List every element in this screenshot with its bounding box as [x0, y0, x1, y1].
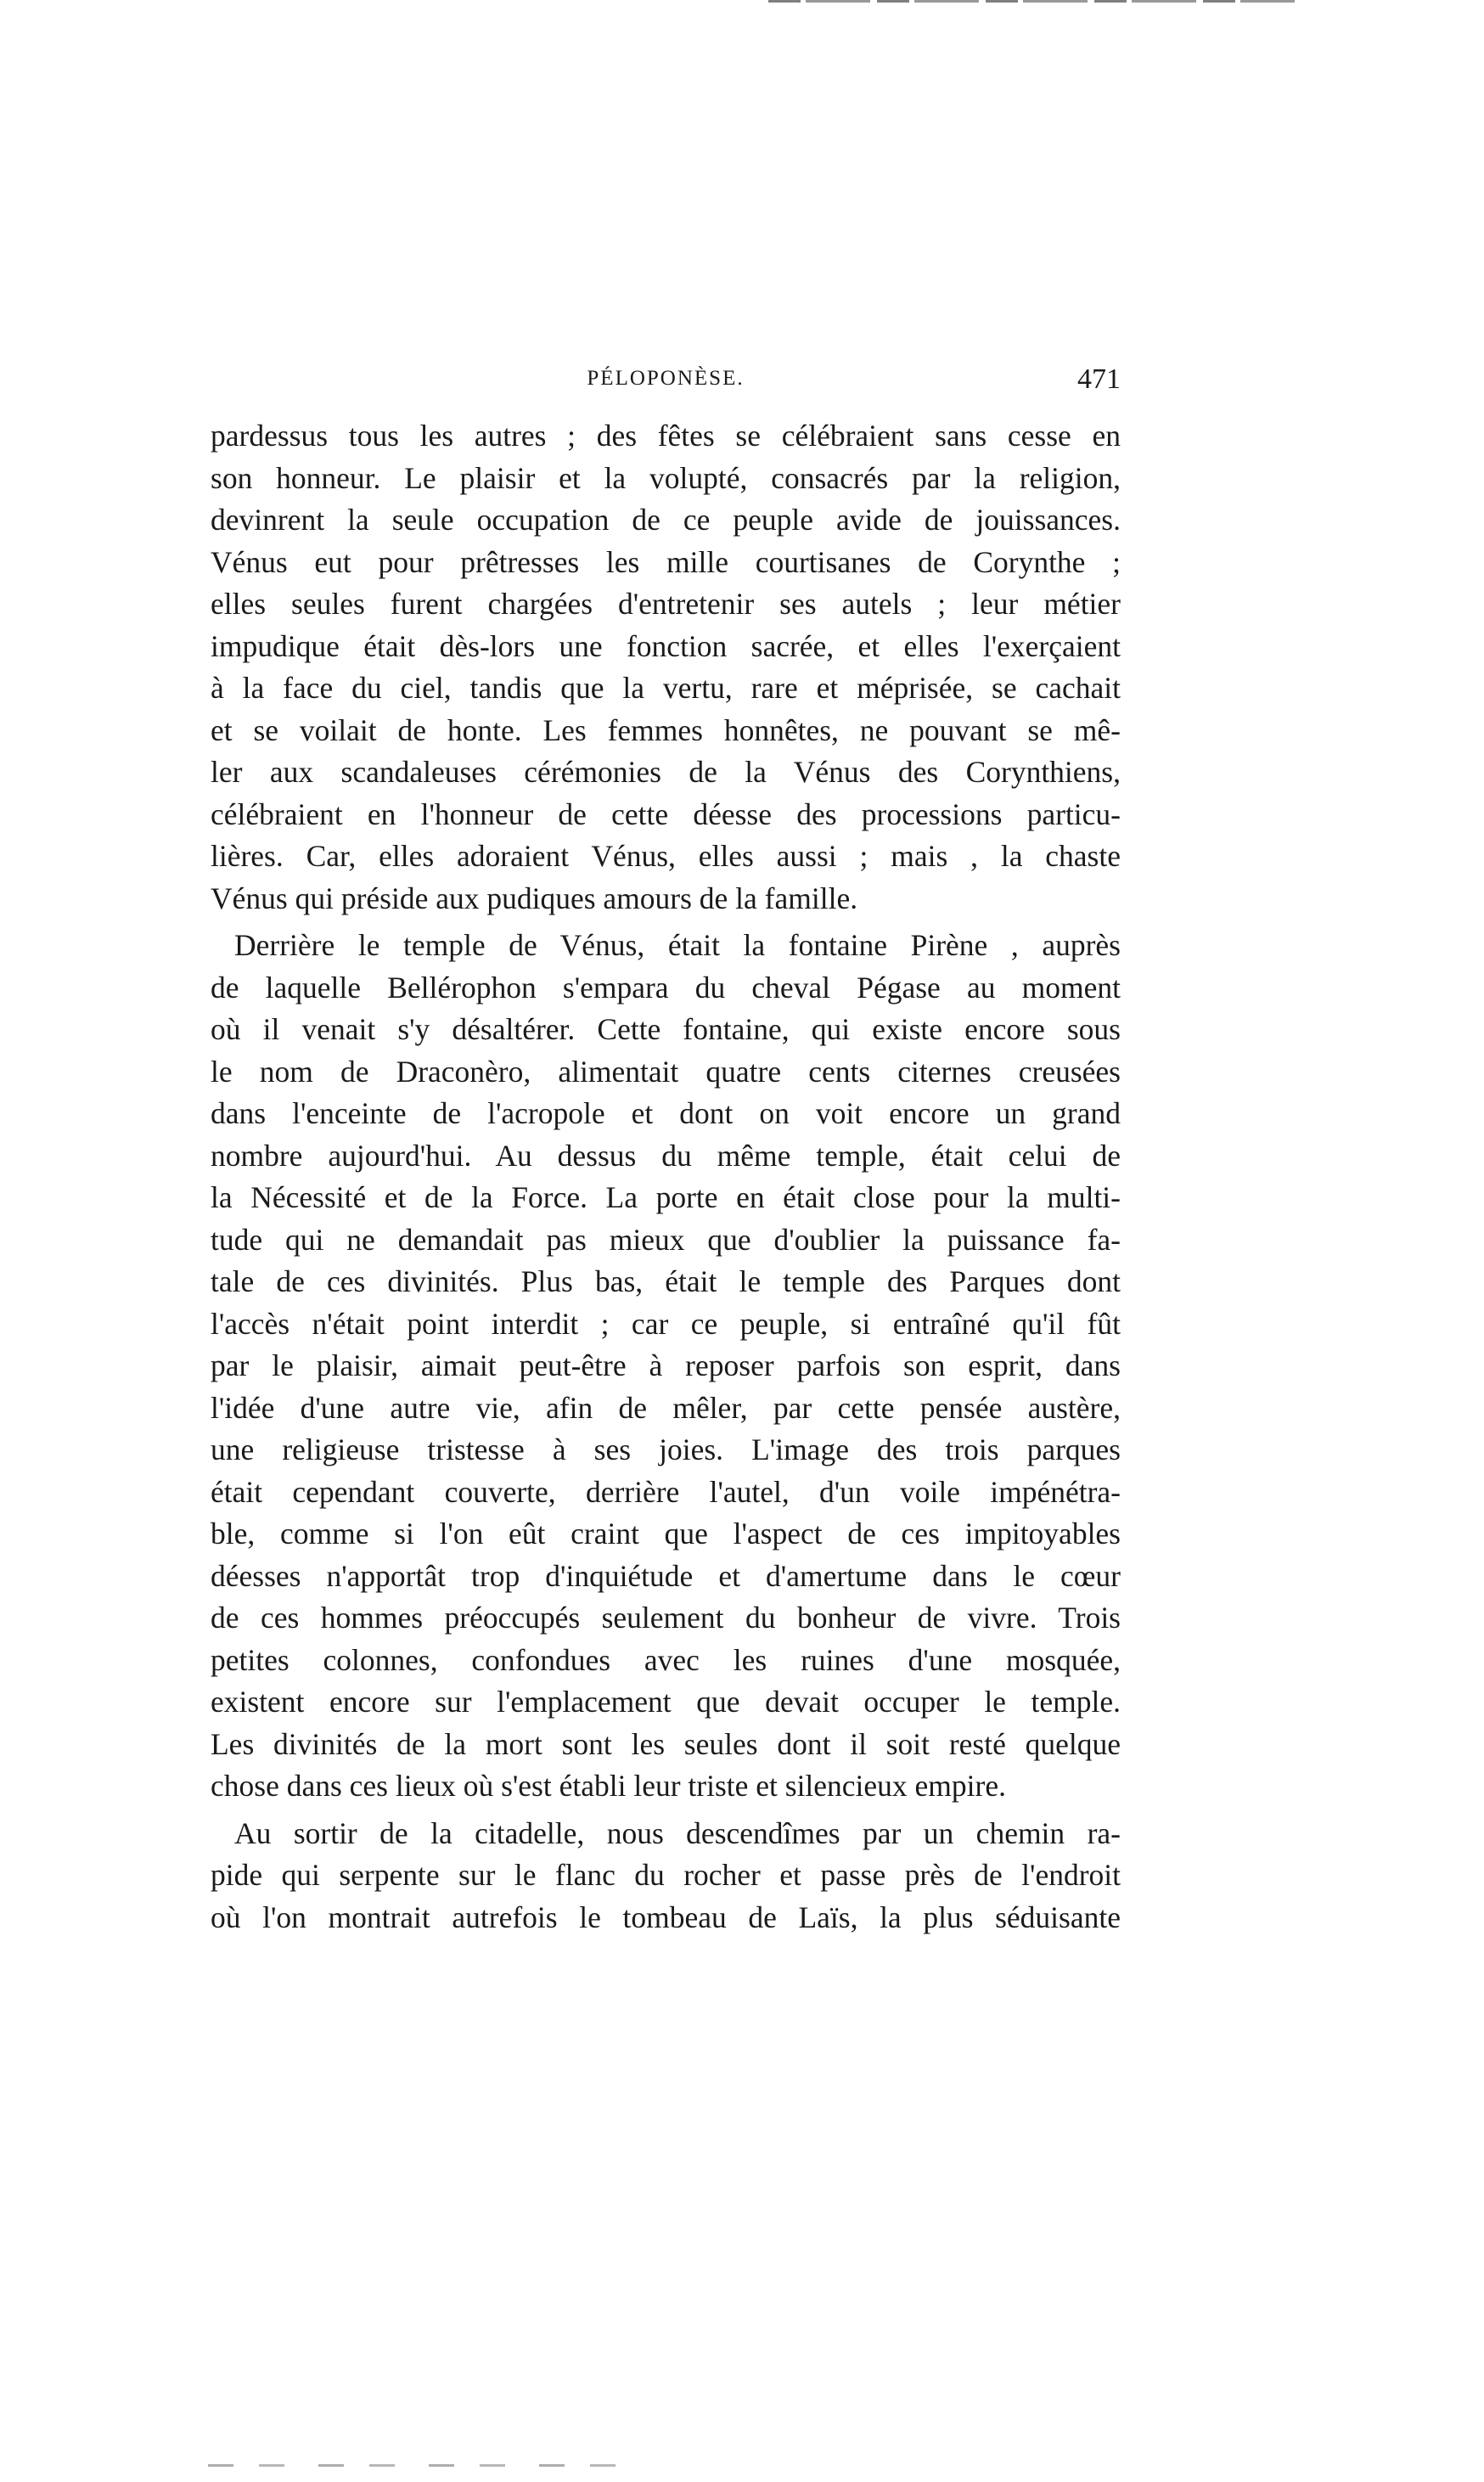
text-line: petites colonnes, confondues avec les ruines d'une mosquée, [211, 1642, 1121, 1677]
text-line: lières. Car, elles adoraient Vénus, elles aussi ; mais , la chaste [211, 839, 1121, 873]
text-line: tale de ces divinités. Plus bas, était le temple des Parques dont [211, 1264, 1121, 1298]
text-line: était cependant couverte, derrière l'autel, d'un voile impénétra- [211, 1474, 1121, 1509]
paragraph-2 [211, 925, 1121, 1808]
text-line: une religieuse tristesse à ses joies. L'image des trois parques [211, 1432, 1121, 1466]
text-line: nombre aujourd'hui. Au dessus du même temple, était celui de [211, 1138, 1121, 1173]
scan-edge-rule-top [768, 0, 1295, 3]
text-line: Vénus qui préside aux pudiques amours de la famille. [211, 881, 858, 915]
page-number: 471 [1077, 363, 1121, 395]
scan-edge-rule-bottom [208, 2464, 632, 2467]
text-line: son honneur. Le plaisir et la volupté, consacrés par la religion, [211, 460, 1121, 495]
text-line: pardessus tous les autres ; des fêtes se célébraient sans cesse en [211, 419, 1121, 453]
text-line: devinrent la seule occupation de ce peuple avide de jouissances. [211, 503, 1121, 537]
text-line: et se voilait de honte. Les femmes honnêtes, ne pouvant se mê- [211, 712, 1121, 747]
text-line: elles seules furent chargées d'entretenir ses autels ; leur métier [211, 587, 1121, 621]
text-line: dans l'enceinte de l'acropole et dont on voit encore un grand [211, 1096, 1121, 1130]
text-line: l'idée d'une autre vie, afin de mêler, par cette pensée austère, [211, 1390, 1121, 1425]
text-line: la Nécessité et de la Force. La porte en était close pour la multi- [211, 1180, 1121, 1214]
text-line: célébraient en l'honneur de cette déesse des processions particu- [211, 796, 1121, 831]
text-line: Au sortir de la citadelle, nous descendîmes par un chemin ra- [234, 1815, 1121, 1850]
running-header [211, 363, 1121, 402]
text-line: le nom de Draconèro, alimentait quatre cents citernes creusées [211, 1054, 1121, 1089]
text-line: ble, comme si l'on eût craint que l'aspect de ces impitoyables [211, 1517, 1121, 1551]
text-line: chose dans ces lieux où s'est établi leur triste et silencieux empire. [211, 1769, 1006, 1803]
body-text [211, 415, 1121, 1939]
text-line: où l'on montrait autrefois le tombeau de Laïs, la plus séduisante [211, 1899, 1121, 1934]
text-line: déesses n'apportât trop d'inquiétude et d'amertume dans le cœur [211, 1558, 1121, 1593]
text-line: ler aux scandaleuses cérémonies de la Vénus des Corynthiens, [211, 755, 1121, 789]
text-line: impudique était dès-lors une fonction sacrée, et elles l'exerçaient [211, 628, 1121, 663]
text-line: Vénus eut pour prêtresses les mille courtisanes de Corynthe ; [211, 544, 1121, 579]
text-line: de ces hommes préoccupés seulement du bonheur de vivre. Trois [211, 1601, 1121, 1635]
text-line: de laquelle Bellérophon s'empara du cheval Pégase au moment [211, 970, 1121, 1005]
text-line: à la face du ciel, tandis que la vertu, rare et méprisée, se cachait [211, 671, 1121, 705]
text-line: où il venait s'y désaltérer. Cette fontaine, qui existe encore sous [211, 1012, 1121, 1046]
running-title: PÉLOPONÈSE. [587, 367, 745, 390]
paragraph-1 [211, 415, 1121, 920]
text-line: l'accès n'était point interdit ; car ce peuple, si entraîné qu'il fût [211, 1306, 1121, 1341]
paragraph-3 [211, 1813, 1121, 1939]
text-line: par le plaisir, aimait peut-être à reposer parfois son esprit, dans [211, 1348, 1121, 1382]
text-line: Les divinités de la mort sont les seules dont il soit resté quelque [211, 1726, 1121, 1761]
text-line: existent encore sur l'emplacement que devait occuper le temple. [211, 1685, 1121, 1719]
text-line: pide qui serpente sur le flanc du rocher et passe près de l'endroit [211, 1858, 1121, 1892]
text-line: tude qui ne demandait pas mieux que d'oublier la puissance fa- [211, 1222, 1121, 1257]
text-line: Derrière le temple de Vénus, était la fontaine Pirène , auprès [234, 928, 1121, 962]
